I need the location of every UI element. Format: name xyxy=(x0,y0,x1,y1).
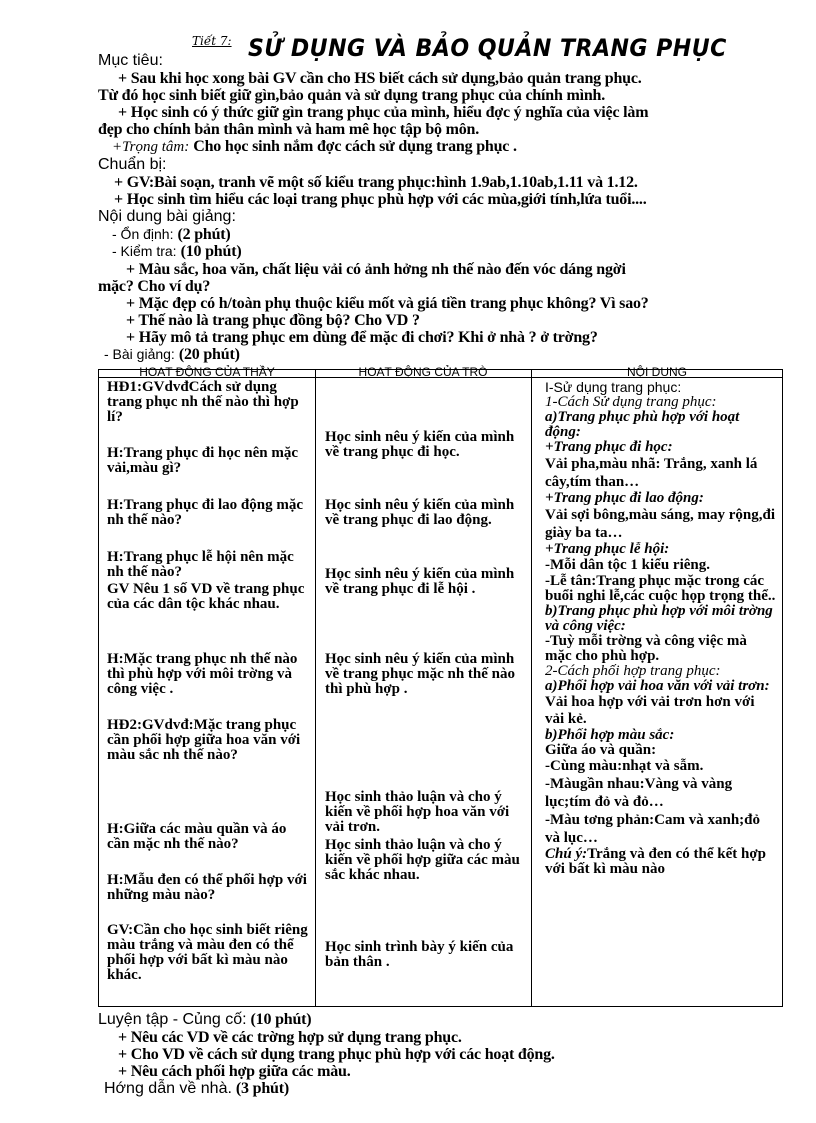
focus-text: Cho học sinh nắm đợc cách sử dụng trang phục . xyxy=(193,138,517,155)
objective-line-3: + Học sinh có ý thức giữ gìn trang phục của mình, hiểu đợc ý nghĩa của việc làm xyxy=(118,104,649,121)
teacher-text: H:Trang phục lễ hội nên mặc nh thế nào? xyxy=(107,549,294,580)
festival-label: +Trang phục lễ hội: xyxy=(545,541,670,557)
festival-text-1: -Mỗi dân tộc 1 kiểu riêng. xyxy=(545,557,710,573)
question-1b: mặc? Cho ví dụ? xyxy=(98,278,211,295)
stabilize-label: - Ổn định: xyxy=(112,226,174,242)
preparation-heading: Chuẩn bị: xyxy=(98,156,167,173)
objective-line-1: + Sau khi học xong bài GV cần cho HS biết cách sử dụng,bảo quản trang phục. xyxy=(118,70,642,87)
preparation-line-1: + GV:Bài soạn, tranh vẽ một số kiểu trang phục:hình 1.9ab,1.10ab,1.11 và 1.12. xyxy=(114,174,638,191)
teacher-text: H:Mặc trang phục nh thế nào thì phù hợp với môi trờng và công việc . xyxy=(107,651,298,697)
student-discussion-pattern xyxy=(325,790,525,835)
practice-line-2: + Cho VD về cách sử dụng trang phục phù hợp với các hoạt động. xyxy=(118,1046,555,1063)
objective-line-4: đẹp cho chính bản thân mình và ham mê học tập bộ môn. xyxy=(98,121,480,138)
column-divider xyxy=(315,370,316,1006)
focus-line xyxy=(112,138,517,156)
column-divider xyxy=(531,370,532,1006)
teacher-q-labor xyxy=(107,498,311,528)
student-answer-school xyxy=(325,430,525,460)
homework-time: (3 phút) xyxy=(235,1080,290,1097)
question-2: + Mặc đẹp có h/toàn phụ thuộc kiểu mốt và giá tiền trang phục không? Vì sao? xyxy=(126,295,649,312)
homework-line xyxy=(104,1080,289,1098)
labor-text: Vải sợi bông,màu sáng, may rộng,đi giày ba ta… xyxy=(545,507,776,541)
focus-label: +Trọng tâm: xyxy=(112,139,190,155)
activity-fit-heading: a)Trang phục phù hợp với hoạt động: xyxy=(545,409,740,440)
teacher-ethnic-example xyxy=(107,582,311,612)
check-line xyxy=(112,243,241,261)
lecture-time: (20 phút) xyxy=(178,346,240,363)
question-1a: + Màu sắc, hoa văn, chất liệu vải có ảnh hởng nh thế nào đến vóc dáng ngời xyxy=(126,261,626,278)
labor-label: +Trang phục đi lao động: xyxy=(545,490,704,506)
environment-text: -Tuỳ mỗi trờng và công việc mà mặc cho phù hợp. xyxy=(545,633,747,664)
student-text: Học sinh thảo luận và cho ý kiến về phối hợp hoa văn với vải trơn. xyxy=(325,789,510,835)
note xyxy=(545,847,777,877)
note-label: Chú ý: xyxy=(545,846,588,862)
pattern-text: Vải hoa hợp với vải trơn hơn với vải kẻ. xyxy=(545,694,755,727)
lesson-table xyxy=(98,365,783,1007)
teacher-text: HĐ1:GVdvđCách sử dụng trang phục nh thế nào thì hợp lí? xyxy=(107,379,299,425)
student-answer-environment xyxy=(325,652,525,697)
practice-heading-line xyxy=(98,1011,311,1029)
note-text: Trắng và đen có thể kết hợp với bất kì màu nào xyxy=(545,846,766,877)
check-time: (10 phút) xyxy=(180,243,242,260)
student-answer-festival xyxy=(325,567,525,597)
lecture-label: - Bài giảng: xyxy=(104,346,175,362)
teacher-text: GV Nêu 1 số VD về trang phục của các dân tộc khác nhau. xyxy=(107,581,305,612)
page-title: SỬ DỤNG VÀ BẢO QUẢN TRANG PHỤC xyxy=(248,34,727,62)
question-3: + Thế nào là trang phục đồng bộ? Cho VD ? xyxy=(126,312,420,329)
school-label: +Trang phục đi học: xyxy=(545,439,673,455)
teacher-text: H:Giữa các màu quần và áo cần mặc nh thế nào? xyxy=(107,821,287,852)
student-text: Học sinh nêu ý kiến của mình về trang phục đi học. xyxy=(325,429,515,460)
student-answer-labor xyxy=(325,498,525,528)
lecture-line xyxy=(104,346,240,364)
header-content: NỘI DUNG xyxy=(627,365,687,379)
festival-text-2: -Lễ tân:Trang phục mặc trong các buổi nghi lễ,các cuộc họp trọng thể.. xyxy=(545,573,776,604)
lesson-number: Tiết 7: xyxy=(192,34,232,48)
student-text: Học sinh nêu ý kiến của mình về trang phục mặc nh thế nào thì phù hợp . xyxy=(325,651,516,697)
section-1-2-title: 2-Cách phối hợp trang phục: xyxy=(545,663,721,679)
color-near: -Màugần nhau:Vàng và vàng lục;tím đỏ và đỏ… xyxy=(545,776,733,810)
color-same: -Cùng màu:nhạt và sẫm. xyxy=(545,758,704,774)
section-1-title: I-Sử dụng trang phục: xyxy=(545,379,682,395)
content-heading: Nội dung bài giảng: xyxy=(98,208,236,225)
teacher-text: H:Trang phục đi học nên mặc vải,màu gì? xyxy=(107,445,298,476)
teacher-q-color xyxy=(107,822,311,852)
teacher-note xyxy=(107,923,311,983)
check-label: - Kiểm tra: xyxy=(112,243,177,259)
teacher-text: HĐ2:GVdvđ:Mặc trang phục cần phối hợp giữa hoa văn với màu sắc nh thế nào? xyxy=(107,717,301,763)
teacher-text: H:Mẫu đen có thể phối hợp với những màu nào? xyxy=(107,872,307,903)
color-heading: b)Phối hợp màu sắc: xyxy=(545,727,675,743)
student-text: Học sinh nêu ý kiến của mình về trang phục đi lễ hội . xyxy=(325,566,515,597)
teacher-q-school xyxy=(107,446,311,476)
student-text: Học sinh nêu ý kiến của mình về trang phục đi lao động. xyxy=(325,497,515,528)
student-opinion xyxy=(325,940,525,970)
practice-time: (10 phút) xyxy=(250,1011,312,1028)
student-text: Học sinh trình bày ý kiến của bản thân . xyxy=(325,939,514,970)
environment-fit-heading: b)Trang phục phù hợp với môi trờng và công việc: xyxy=(545,603,773,634)
student-discussion-color xyxy=(325,838,525,883)
teacher-q-black xyxy=(107,873,311,903)
color-contrast: -Màu tơng phản:Cam và xanh;đỏ và lục… xyxy=(545,812,761,846)
teacher-text: GV:Cần cho học sinh biết riêng màu trắng và màu đen có thể phối hợp với bất kì màu nào khác. xyxy=(107,922,308,983)
pattern-heading: a)Phối hợp vải hoa văn với vải trơn: xyxy=(545,678,770,694)
color-intro: Giữa áo và quần: xyxy=(545,742,657,758)
teacher-hd1 xyxy=(107,380,311,425)
teacher-text: H:Trang phục đi lao động mặc nh thế nào? xyxy=(107,497,304,528)
homework-heading: Hớng dẫn về nhà. xyxy=(104,1080,232,1097)
practice-line-1: + Nêu các VD về các trờng hợp sử dụng trang phục. xyxy=(118,1029,462,1046)
teacher-q-festival xyxy=(107,550,311,580)
section-1-1-title: 1-Cách Sử dụng trang phục: xyxy=(545,394,717,410)
practice-line-3: + Nêu cách phối hợp giữa các màu. xyxy=(118,1063,351,1080)
practice-heading: Luyện tập - Củng cố: xyxy=(98,1011,247,1028)
stabilize-line xyxy=(112,226,231,244)
teacher-q-environment xyxy=(107,652,311,697)
stabilize-time: (2 phút) xyxy=(177,226,231,243)
content-column xyxy=(545,380,777,877)
objective-line-2: Từ đó học sinh biết giữ gìn,bảo quản và sử dụng trang phục của chính mình. xyxy=(98,87,606,104)
preparation-line-2: + Học sinh tìm hiểu các loại trang phục phù hợp với các mùa,giới tính,lứa tuổi.... xyxy=(114,191,647,208)
objectives-heading: Mục tiêu: xyxy=(98,52,163,69)
teacher-hd2 xyxy=(107,718,311,763)
school-text: Vải pha,màu nhã: Trắng, xanh lá cây,tím than… xyxy=(545,456,758,490)
question-4: + Hãy mô tả trang phục em dùng để mặc đi chơi? Khi ở nhà ? ở trờng? xyxy=(126,329,598,346)
header-student: HOẠT ĐỘNG CỦA TRÒ xyxy=(358,365,488,379)
student-text: Học sinh thảo luận và cho ý kiến về phối hợp giữa các màu sắc khác nhau. xyxy=(325,837,520,883)
header-teacher: HOẠT ĐỘNG CỦA THẦY xyxy=(139,365,275,379)
